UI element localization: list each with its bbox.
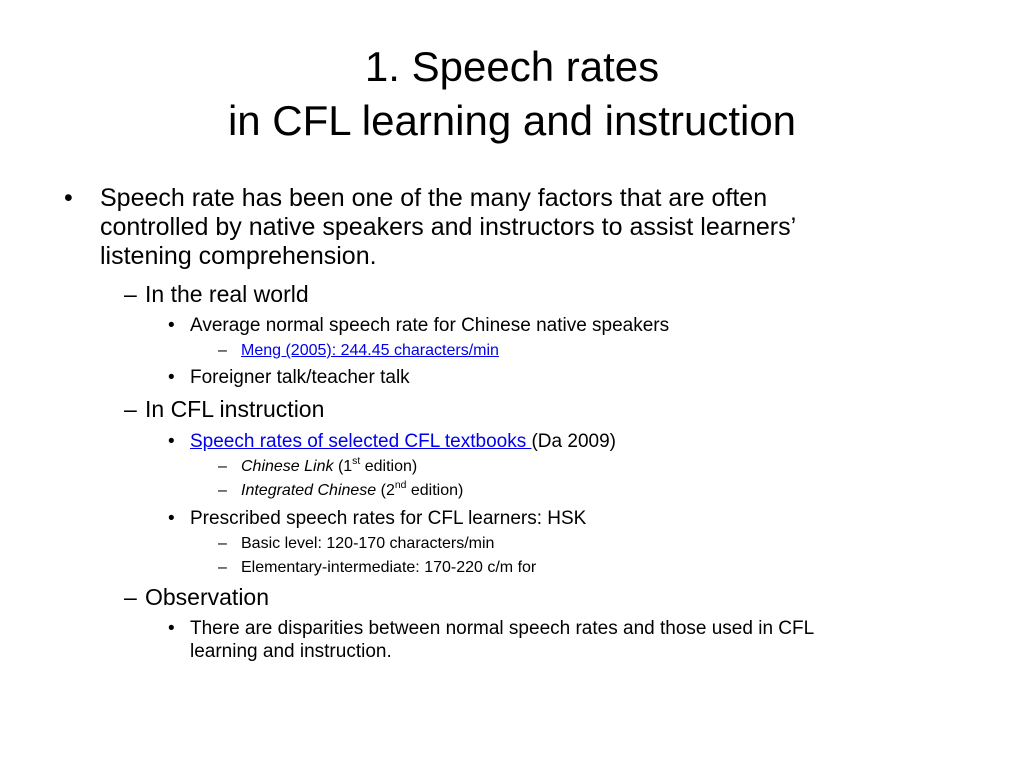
basic-level-text: Basic level: 120-170 characters/min bbox=[241, 535, 495, 552]
bullet-main-text bbox=[100, 184, 796, 271]
bullet-marker: • bbox=[168, 618, 175, 639]
foreigner-talk-text: Foreigner talk/teacher talk bbox=[190, 367, 410, 388]
dash-marker: – bbox=[124, 584, 137, 610]
bullet-marker: • bbox=[168, 508, 175, 529]
dash-marker: – bbox=[218, 559, 227, 576]
bullet-main-line-2: controlled by native speakers and instructors to assist learners’ bbox=[100, 213, 797, 241]
bullet-marker: • bbox=[168, 367, 175, 388]
integrated-chinese-edition-suffix: nd bbox=[394, 480, 407, 492]
integrated-chinese-edition: (2 bbox=[376, 482, 395, 499]
disparities-text bbox=[190, 617, 814, 663]
bullet-marker: • bbox=[64, 184, 73, 212]
meng-2005-link[interactable]: Meng (2005): 244.45 characters/min bbox=[241, 342, 499, 359]
title-line-1: 1. Speech rates bbox=[364, 43, 660, 90]
title-line-2: in CFL learning and instruction bbox=[227, 97, 797, 144]
chinese-link-edition-suffix: st bbox=[352, 456, 361, 468]
integrated-chinese-title: Integrated Chinese bbox=[241, 482, 377, 499]
observation-label: Observation bbox=[145, 584, 270, 610]
disparities-line-1: There are disparities between normal speech rates and those used in CFL bbox=[190, 618, 815, 639]
textbooks-citation: (Da 2009) bbox=[531, 431, 616, 452]
chinese-link-edition-close: edition) bbox=[360, 458, 418, 475]
chinese-link-title: Chinese Link bbox=[241, 458, 334, 475]
bullet-marker: • bbox=[168, 315, 175, 336]
disparities-line-2: learning and instruction. bbox=[190, 641, 392, 662]
bullet-marker: • bbox=[168, 431, 175, 452]
integrated-chinese-edition-close: edition) bbox=[406, 482, 464, 499]
dash-marker: – bbox=[124, 281, 137, 307]
dash-marker: – bbox=[124, 396, 137, 422]
bullet-main-line-1: Speech rate has been one of the many factors that are often bbox=[100, 184, 768, 212]
prescribed-text: Prescribed speech rates for CFL learners: HSK bbox=[190, 508, 587, 529]
dash-marker: – bbox=[218, 458, 227, 475]
bullet-main-line-3: listening comprehension. bbox=[100, 242, 377, 270]
elementary-text: Elementary-intermediate: 170-220 c/m for bbox=[241, 559, 537, 576]
real-world-label: In the real world bbox=[145, 281, 309, 307]
dash-marker: – bbox=[218, 535, 227, 552]
dash-marker: – bbox=[218, 342, 227, 359]
dash-marker: – bbox=[218, 482, 227, 499]
chinese-link-edition: (1 bbox=[333, 458, 353, 475]
cfl-instruction-label: In CFL instruction bbox=[145, 396, 325, 422]
avg-rate-text: Average normal speech rate for Chinese native speakers bbox=[190, 315, 670, 336]
cfl-textbooks-link[interactable]: Speech rates of selected CFL textbooks bbox=[190, 431, 532, 452]
